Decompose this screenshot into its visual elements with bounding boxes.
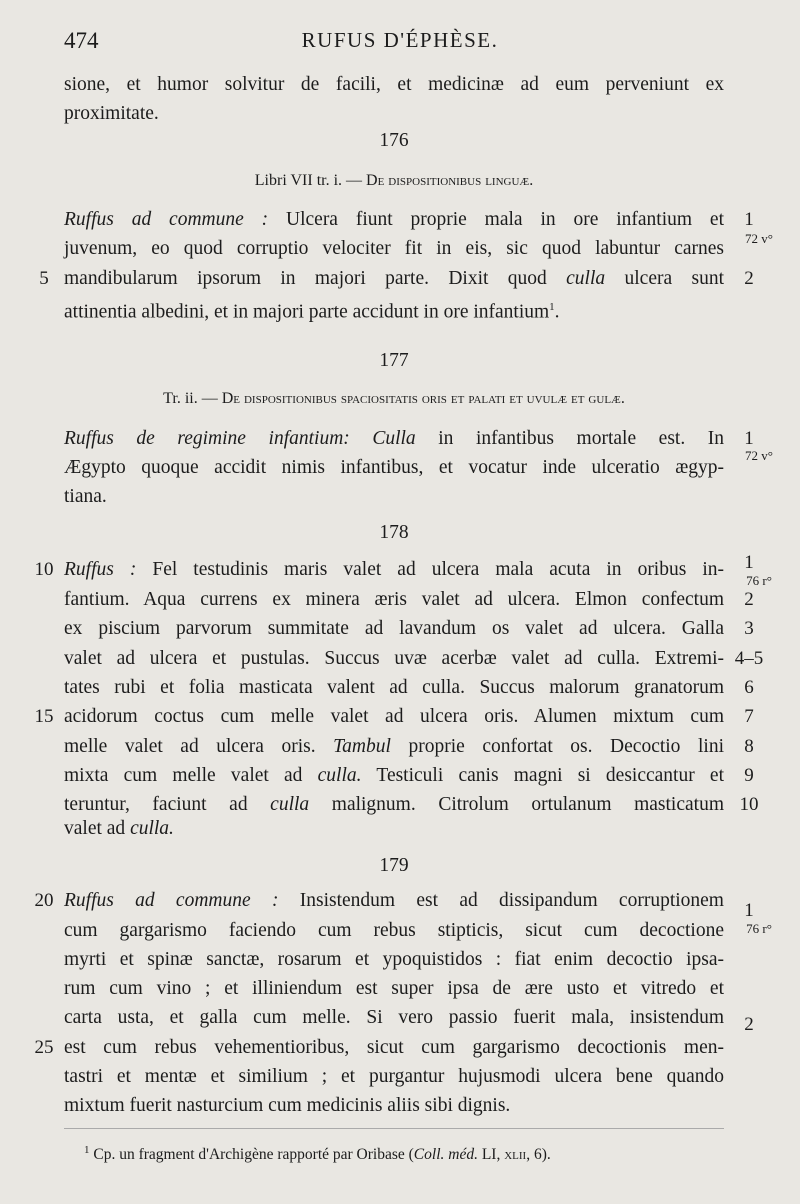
margin-number: 7 (744, 706, 754, 727)
section-heading: Tr. ii. — De dispositionibus spaciositatis oris et palati et uvulæ et gulæ. (163, 390, 625, 407)
margin-number: 4–5 (734, 648, 764, 669)
text-line: ex piscium parvorum summitate ad lavandum os valet ad ulcera. Galla (64, 618, 724, 639)
line-number: 20 (34, 890, 54, 911)
text-line: juvenum, eo quod corruptio velociter fit in eis, sic quod labuntur carnes (64, 238, 724, 259)
text-line: Ruffus ad commune : Insistendum est ad dissipandum corruptionem (64, 890, 724, 911)
text-line: cum gargarismo faciendo cum rebus stipticis, sicut cum decoctione (64, 920, 724, 941)
line-number: 10 (34, 559, 54, 580)
text-line: tiana. (64, 486, 107, 507)
text-line: mixtum fuerit nasturcium cum medicinis aliis sibi dignis. (64, 1095, 511, 1116)
section-number: 178 (379, 522, 409, 543)
text-line: myrti et spinæ sanctæ, rosarum et ypoquistidos : fiat enim decoctio ipsa- (64, 949, 724, 970)
margin-number: 8 (744, 736, 754, 757)
margin-number: 1 (744, 209, 754, 230)
margin-number: 1 (744, 552, 754, 573)
margin-number: 1 (744, 900, 754, 921)
margin-number: 2 (744, 268, 754, 289)
text-line: valet ad ulcera et pustulas. Succus uvæ acerbæ valet ad culla. Extremi- (64, 648, 724, 669)
running-title: RUFUS D'ÉPHÈSE. (301, 28, 499, 52)
text-line: Ruffus de regimine infantium: Culla in infantibus mortale est. In (64, 428, 725, 449)
footnote-mark: 1 (84, 1144, 90, 1156)
text-line: teruntur, faciunt ad culla malignum. Citrolum ortulanum masticatum (64, 794, 724, 815)
folio-mark: 76 r° (746, 921, 772, 936)
text-line: Ruffus ad commune : Ulcera fiunt proprie mala in ore infantium et (64, 209, 724, 230)
page-header (0, 28, 800, 62)
text-line: tates rubi et folia masticata valent ad culla. Succus malorum granatorum (64, 677, 724, 698)
text-line: carta usta, et galla cum melle. Si vero passio fuerit mala, insistendum (64, 1007, 724, 1028)
text-line: valet ad culla. (64, 818, 174, 839)
margin-number: 1 (744, 428, 754, 449)
text-line: rum cum vino ; et illiniendum est super ipsa de ære usto et vitredo et (64, 978, 724, 999)
text-line: proximitate. (64, 103, 159, 124)
text-line: Ægypto quoque accidit nimis infantibus, et vocatur inde ulceratio ægyp- (64, 457, 724, 478)
folio-mark: 76 r° (746, 573, 772, 588)
section-number: 177 (379, 350, 409, 371)
margin-number: 10 (739, 794, 759, 815)
footnote-rule (64, 1128, 724, 1129)
section-number: 176 (379, 130, 409, 151)
page-number: 474 (64, 28, 99, 53)
text-line: mandibularum ipsorum in majori parte. Dixit quod culla ulcera sunt (64, 268, 724, 289)
margin-number: 2 (744, 589, 754, 610)
line-number: 15 (34, 706, 54, 727)
line-number: 25 (34, 1037, 54, 1058)
section-number: 179 (379, 855, 409, 876)
margin-number: 3 (744, 618, 754, 639)
margin-number: 2 (744, 1014, 754, 1035)
footnote-ref: 1 (549, 301, 555, 313)
margin-number: 9 (744, 765, 754, 786)
margin-number: 6 (744, 677, 754, 698)
section-heading: Libri VII tr. i. — De dispositionibus linguæ. (254, 172, 534, 189)
text-line: attinentia albedini, et in majori parte accidunt in ore infantium$^1$. (64, 301, 560, 323)
folio-mark: 72 v° (745, 231, 773, 246)
folio-mark: 72 v° (745, 448, 773, 463)
text-line: mixta cum melle valet ad culla. Testiculi canis magni si desiccantur et (64, 765, 724, 786)
text-line: melle valet ad ulcera oris. Tambul proprie confortat os. Decoctio lini (64, 736, 724, 757)
text-line: tastri et mentæ et similium ; et purgantur hujusmodi ulcera bene quando (64, 1066, 724, 1087)
text-line: est cum rebus vehementioribus, sicut cum gargarismo decoctionis men- (64, 1037, 724, 1058)
text-line: acidorum coctus cum melle valet ad ulcera oris. Alumen mixtum cum (64, 706, 724, 727)
footnote: $^1$ Cp. un fragment d'Archigène rapporté par Oribase (Coll. méd. LI, xlii, 6). (84, 1144, 551, 1164)
text-line: Ruffus : Fel testudinis maris valet ad ulcera mala acuta in oribus in- (64, 559, 724, 580)
line-number: 5 (39, 268, 49, 289)
text-line: sione, et humor solvitur de facili, et medicinæ ad eum perveniunt ex (64, 74, 724, 95)
text-line: fantium. Aqua currens ex minera æris valet ad ulcera. Elmon confectum (64, 589, 724, 610)
